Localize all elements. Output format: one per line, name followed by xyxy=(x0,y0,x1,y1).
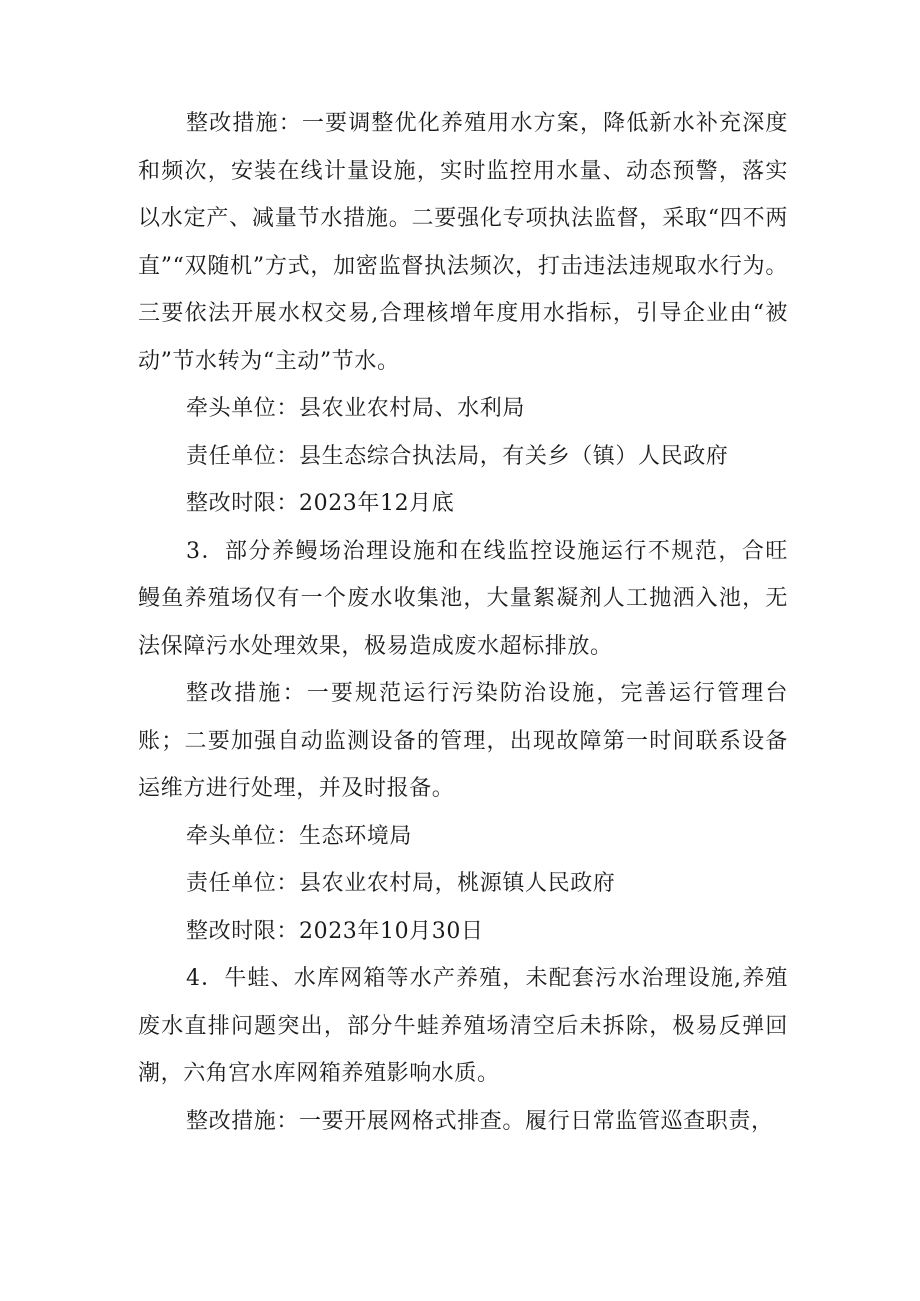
rectification-measures-paragraph: 整改措施：一要规范运行污染防治设施，完善运行管理台账；二要加强自动监测设备的管理，出现故障第一时间联系设备运维方进行处理，并及时报备。 xyxy=(138,681,788,801)
rectification-measures-paragraph: 整改措施：一要调整优化养殖用水方案，降低新水补充深度和频次，安装在线计量设施，实时监控用水量、动态预警，落实以水定产、减量节水措施。二要强化专项执法监督，采取“四不两直”“双随机”方式，加密监督执法频次，打击违法违规取水行为。三要依法开展水权交易,合理核增年度用水指标，引导企业由“被动”节水转为“主动”节水。 xyxy=(138,111,788,374)
responsible-unit-line: 责任单位：县生态综合执法局，有关乡（镇）人民政府 xyxy=(186,443,729,469)
issue-4-paragraph: 4．牛蛙、水库网箱等水产养殖，未配套污水治理设施,养殖废水直排问题突出，部分牛蛙养殖场清空后未拆除，极易反弹回潮，六角宫水库网箱养殖影响水质。 xyxy=(138,966,788,1086)
rectification-measures-paragraph: 整改措施：一要开展网格式排查。履行日常监管巡查职责， xyxy=(186,1108,774,1134)
deadline-line: 整改时限：2023年10月30日 xyxy=(186,918,484,944)
deadline-line: 整改时限：2023年12月底 xyxy=(186,491,455,516)
lead-unit-line: 牵头单位：生态环境局 xyxy=(186,823,413,849)
document-body xyxy=(138,100,788,1145)
issue-3-paragraph: 3．部分养鳗场治理设施和在线监控设施运行不规范，合旺鳗鱼养殖场仅有一个废水收集池，大量絮凝剂人工抛洒入池，无法保障污水处理效果，极易造成废水超标排放。 xyxy=(138,538,788,659)
lead-unit-line: 牵头单位：县农业农村局、水利局 xyxy=(186,396,526,421)
responsible-unit-line: 责任单位：县农业农村局，桃源镇人民政府 xyxy=(186,871,616,896)
